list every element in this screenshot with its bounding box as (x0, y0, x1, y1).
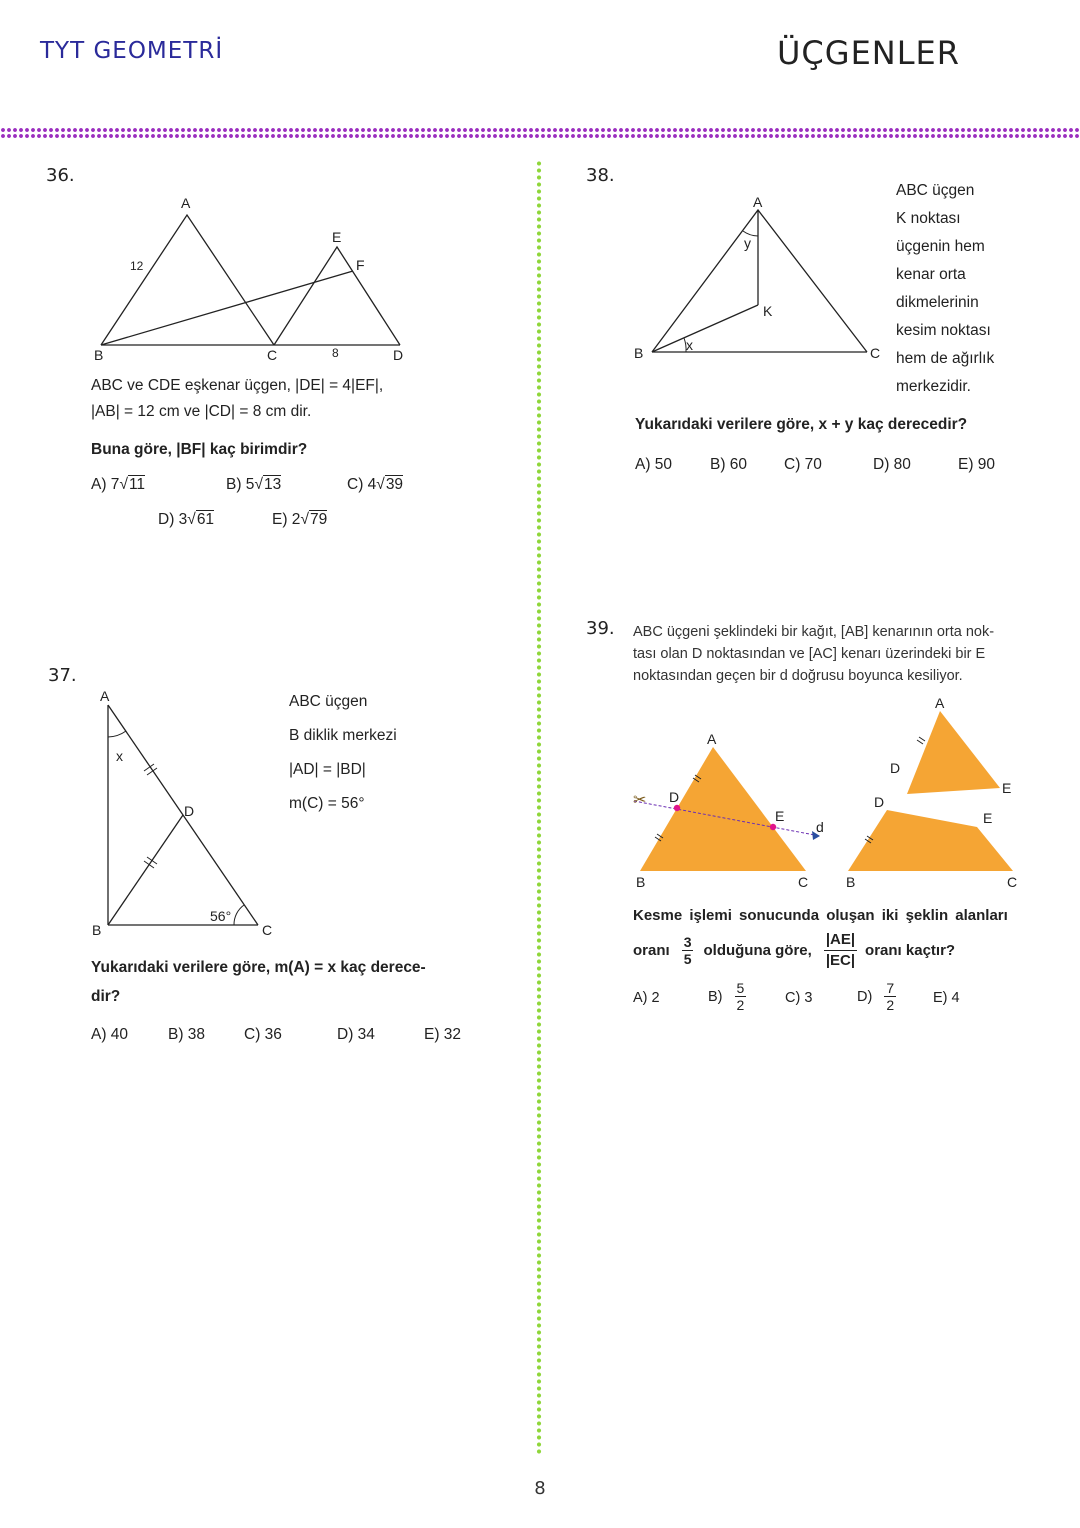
q39-label-d: D (890, 760, 901, 776)
q38-option-a[interactable]: A) 50 (635, 456, 673, 473)
scissors-icon: ✂ (633, 792, 647, 809)
q38-label-k: K (763, 303, 773, 319)
q36-given-2: |AB| = 12 cm ve |CD| = 8 cm dir. (91, 403, 312, 420)
q36-option-a[interactable]: A) 7√11 (91, 476, 146, 493)
q36-option-b[interactable]: B) 5√13 (226, 476, 282, 493)
q37-option-c[interactable]: C) 36 (244, 1026, 282, 1043)
q36-option-c[interactable]: C) 4√39 (347, 476, 404, 493)
q39-label-a: A (935, 695, 945, 711)
q39-label-e: E (1002, 780, 1012, 796)
q36-option-e[interactable]: E) 2√79 (272, 511, 328, 528)
q38-given: ABC üçgen K noktası üçgenin hem kenar orta dikmelerinin kesim noktası hem de ağırlık merkezidir. (896, 182, 995, 395)
q39-question-line2: oranı $\frac{3}{5}$ olduğuna göre, $\frac{|AE|}{|EC|}$ oranı kaçtır? (633, 931, 956, 969)
q39-label-e: E (983, 810, 993, 826)
q39-label-b: B (846, 874, 856, 890)
q39-ae-ec-fraction: $\frac{|AE|}{|EC|}$ (825, 931, 856, 969)
question-number: 39. (586, 618, 615, 639)
q37-figure (86, 685, 286, 945)
q39-option-a[interactable]: A) 2 (633, 990, 660, 1006)
q39-option-c[interactable]: C) 3 (785, 990, 813, 1006)
q37-question: Yukarıdaki verilere göre, m(A) = x kaç derece- dir? (91, 959, 426, 1005)
q39-option-e[interactable]: E) 4 (933, 990, 960, 1006)
q39-label-c: C (1007, 874, 1018, 890)
q36-label-f: F (356, 257, 365, 273)
q38-label-a: A (753, 194, 763, 210)
q37-given-line: B diklik merkezi (289, 727, 397, 744)
q39-label-line-d: d (816, 819, 824, 835)
q38-label-x: x (686, 337, 693, 353)
chapter-title: ÜÇGENLER (777, 34, 960, 72)
q39-label-b: B (636, 874, 646, 890)
q39-label-e: E (775, 808, 785, 824)
q38-label-c: C (870, 345, 881, 361)
q37-given-line: |AD| = |BD| (289, 761, 366, 778)
q36-label-e: E (332, 229, 342, 245)
q38-question: Yukarıdaki verilere göre, x + y kaç derecedir? (635, 416, 968, 433)
q38-figure (630, 190, 890, 370)
question-number: 36. (46, 165, 75, 186)
q37-option-b[interactable]: B) 38 (168, 1026, 206, 1043)
q37-label-b: B (92, 922, 102, 938)
q36-label-d: D (393, 347, 404, 363)
page-number: 8 (534, 1478, 546, 1499)
q37-label-x: x (116, 748, 123, 764)
q39-question-line1: Kesme işlemi sonucunda oluşan iki şeklin alanları (633, 907, 1008, 924)
q36-label-a: A (181, 195, 191, 211)
q36-given-1: ABC ve CDE eşkenar üçgen, |DE| = 4|EF|, (91, 377, 384, 394)
q36-question: Buna göre, |BF| kaç birimdir? (91, 441, 308, 458)
q37-given-line: m(C) = 56° (289, 795, 365, 812)
q38-option-c[interactable]: C) 70 (784, 456, 822, 473)
q36-option-d[interactable]: D) 3√61 (158, 511, 215, 528)
q36-figure (88, 190, 418, 370)
q37-label-c: C (262, 922, 273, 938)
q39-label-c: C (798, 874, 809, 890)
q39-option-d[interactable]: D) $\frac{7}{2}$ (857, 980, 895, 1013)
q37-option-a[interactable]: A) 40 (91, 1026, 129, 1043)
q39-label-d: D (669, 789, 680, 805)
q37-label-angle: 56° (210, 908, 232, 924)
q38-option-d[interactable]: D) 80 (873, 456, 911, 473)
q39-ratio-fraction: $\frac{3}{5}$ (683, 934, 692, 967)
q39-label-a: A (707, 731, 717, 747)
q39-figure (628, 690, 1038, 895)
question-number: 38. (586, 165, 615, 186)
q36-len-ab: 12 (130, 259, 144, 273)
q38-label-y: y (744, 235, 751, 251)
q38-label-b: B (634, 345, 644, 361)
q39-intro: ABC üçgeni şeklindeki bir kağıt, [AB] kenarının orta nok- tası olan D noktasından ve [AC] kenarı üzerindeki bir E noktasından geçen bir d doğrusu boyunca kesiliyor. (633, 624, 995, 684)
q36-label-b: B (94, 347, 104, 363)
q37-label-d: D (184, 803, 195, 819)
q38-option-b[interactable]: B) 60 (710, 456, 748, 473)
q37-given (289, 685, 397, 821)
q39-label-d: D (874, 794, 885, 810)
subject-title: TYT GEOMETRİ (40, 38, 224, 64)
header-divider (0, 127, 1080, 139)
q36-len-cd: 8 (332, 346, 339, 360)
q37-label-a: A (100, 688, 110, 704)
q37-option-d[interactable]: D) 34 (337, 1026, 375, 1043)
column-divider (536, 160, 542, 1455)
q38-option-e[interactable]: E) 90 (958, 456, 996, 473)
q37-option-e[interactable]: E) 32 (424, 1026, 462, 1043)
question-number: 37. (48, 665, 77, 686)
q39-option-b[interactable]: B) $\frac{5}{2}$ (708, 980, 745, 1013)
q37-given-line: ABC üçgen (289, 693, 368, 710)
q36-label-c: C (267, 347, 278, 363)
